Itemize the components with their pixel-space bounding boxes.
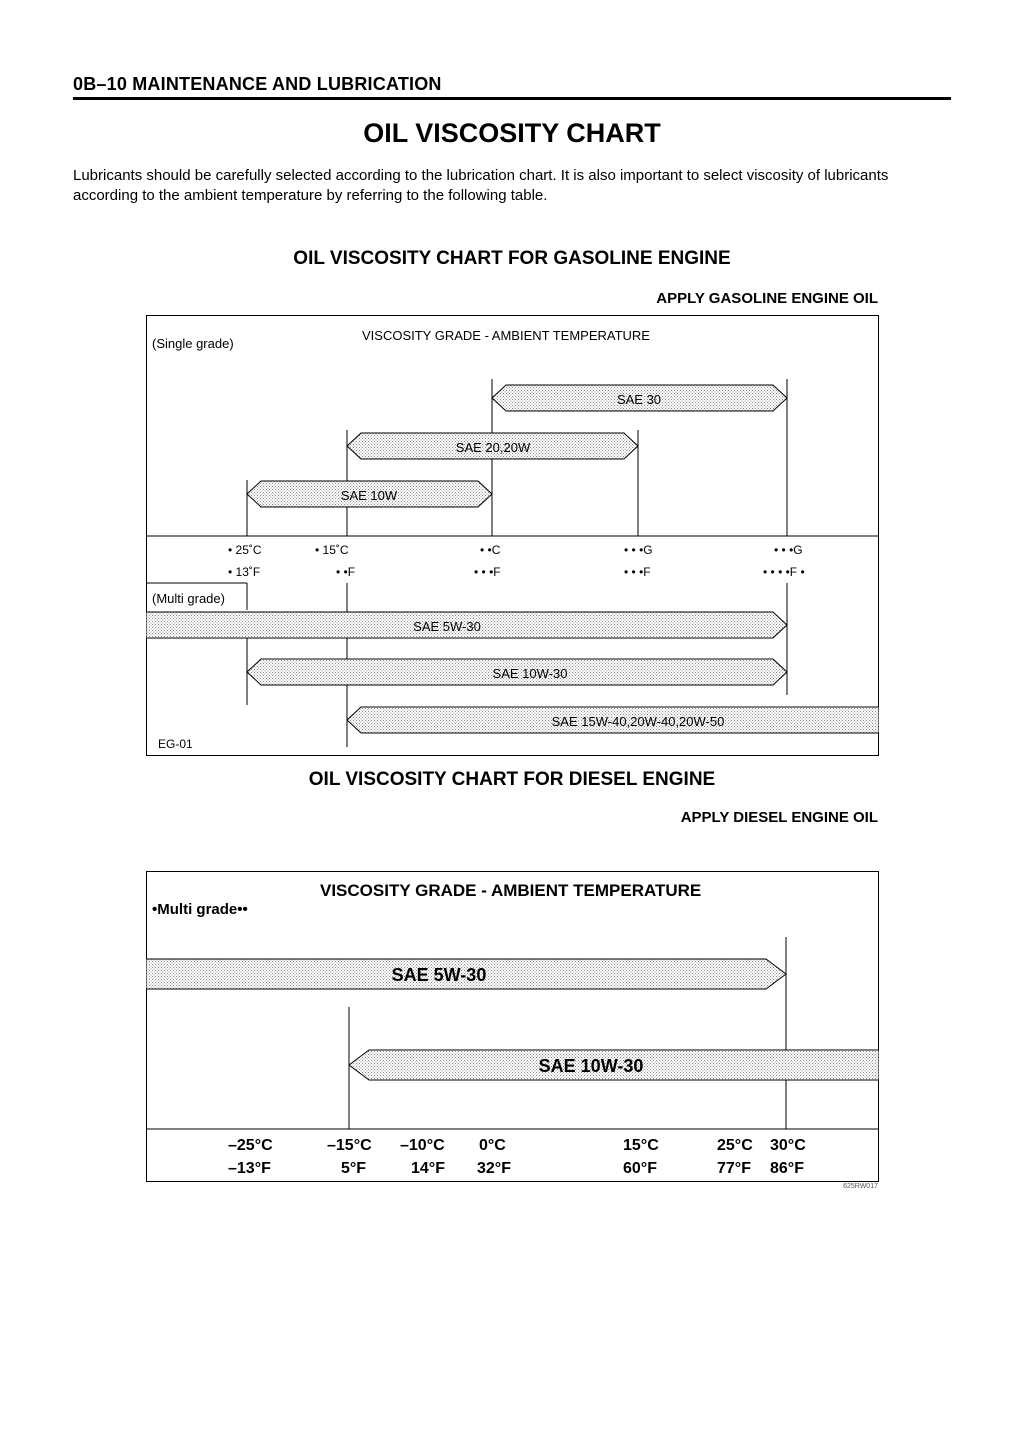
gasoline-chart-title: OIL VISCOSITY CHART FOR GASOLINE ENGINE — [293, 248, 731, 269]
diesel-bar-label-sae-10w-30: SAE 10W-30 — [538, 1056, 644, 1076]
figure-code: 625RW017 — [843, 1183, 878, 1190]
gasoline-tick-c-2: • •C — [480, 543, 501, 557]
gasoline-chart-code: EG-01 — [158, 737, 193, 751]
diesel-tick-f-4: 60°F — [623, 1160, 657, 1177]
diesel-tick-f-2: 14°F — [411, 1160, 445, 1177]
intro-paragraph: Lubricants should be carefully selected according to the lubrication chart. It is also important to select viscosity of lubricants according to the ambient temperature by referring to the following table. — [73, 167, 889, 204]
gasoline-tick-c-1: • 15˚C — [315, 543, 349, 557]
diesel-bar-label-sae-5w-30: SAE 5W-30 — [391, 965, 487, 985]
page-header: 0B–10 MAINTENANCE AND LUBRICATION — [73, 74, 442, 94]
bar-label-sae-10w: SAE 10W — [340, 488, 398, 503]
diesel-tick-c-5: 25°C — [717, 1137, 753, 1154]
gasoline-tick-f-4: • • • •F • — [763, 565, 805, 579]
diesel-tick-c-0: –25°C — [228, 1137, 273, 1154]
diesel-chart-title: OIL VISCOSITY CHART FOR DIESEL ENGINE — [308, 769, 716, 790]
bar-label-sae-30: SAE 30 — [616, 392, 662, 407]
bar-label-sae-5w-30: SAE 5W-30 — [413, 619, 481, 634]
diesel-tick-f-0: –13°F — [228, 1160, 271, 1177]
gasoline-multi-grade-label: (Multi grade) — [152, 591, 225, 606]
diesel-viscosity-chart — [146, 871, 879, 1183]
diesel-tick-c-2: –10°C — [400, 1137, 445, 1154]
gasoline-tick-c-3: • • •G — [624, 543, 653, 557]
gasoline-tick-f-2: • • •F — [474, 565, 501, 579]
gasoline-viscosity-chart — [146, 315, 879, 756]
diesel-apply-label: APPLY DIESEL ENGINE OIL — [680, 809, 878, 826]
diesel-tick-c-4: 15°C — [623, 1137, 659, 1154]
diesel-tick-f-3: 32°F — [477, 1160, 511, 1177]
gasoline-panel-title: VISCOSITY GRADE - AMBIENT TEMPERATURE — [362, 328, 650, 343]
diesel-tick-f-6: 86°F — [770, 1160, 804, 1177]
gasoline-tick-c-0: • 25˚C — [228, 543, 262, 557]
gasoline-single-grade-label: (Single grade) — [152, 336, 234, 351]
gasoline-tick-f-0: • 13˚F — [228, 565, 261, 579]
diesel-panel-title: VISCOSITY GRADE - AMBIENT TEMPERATURE — [320, 881, 702, 900]
header-rule — [73, 97, 951, 100]
diesel-multi-grade-label: •Multi grade•• — [152, 901, 248, 918]
diesel-tick-c-1: –15°C — [327, 1137, 372, 1154]
diesel-tick-c-6: 30°C — [770, 1137, 806, 1154]
gasoline-apply-label: APPLY GASOLINE ENGINE OIL — [656, 290, 878, 307]
gasoline-tick-f-3: • • •F — [624, 565, 651, 579]
diesel-tick-f-5: 77°F — [717, 1160, 751, 1177]
bar-label-sae-15w-40: SAE 15W-40,20W-40,20W-50 — [551, 714, 725, 729]
diesel-tick-f-1: 5°F — [341, 1160, 367, 1177]
bar-label-sae-10w-30: SAE 10W-30 — [492, 666, 568, 681]
bar-label-sae-20-20w: SAE 20,20W — [455, 440, 531, 455]
gasoline-tick-f-1: • •F — [336, 565, 356, 579]
gasoline-tick-c-4: • • •G — [774, 543, 803, 557]
diesel-tick-c-3: 0°C — [479, 1137, 506, 1154]
page-title: OIL VISCOSITY CHART — [363, 118, 661, 148]
